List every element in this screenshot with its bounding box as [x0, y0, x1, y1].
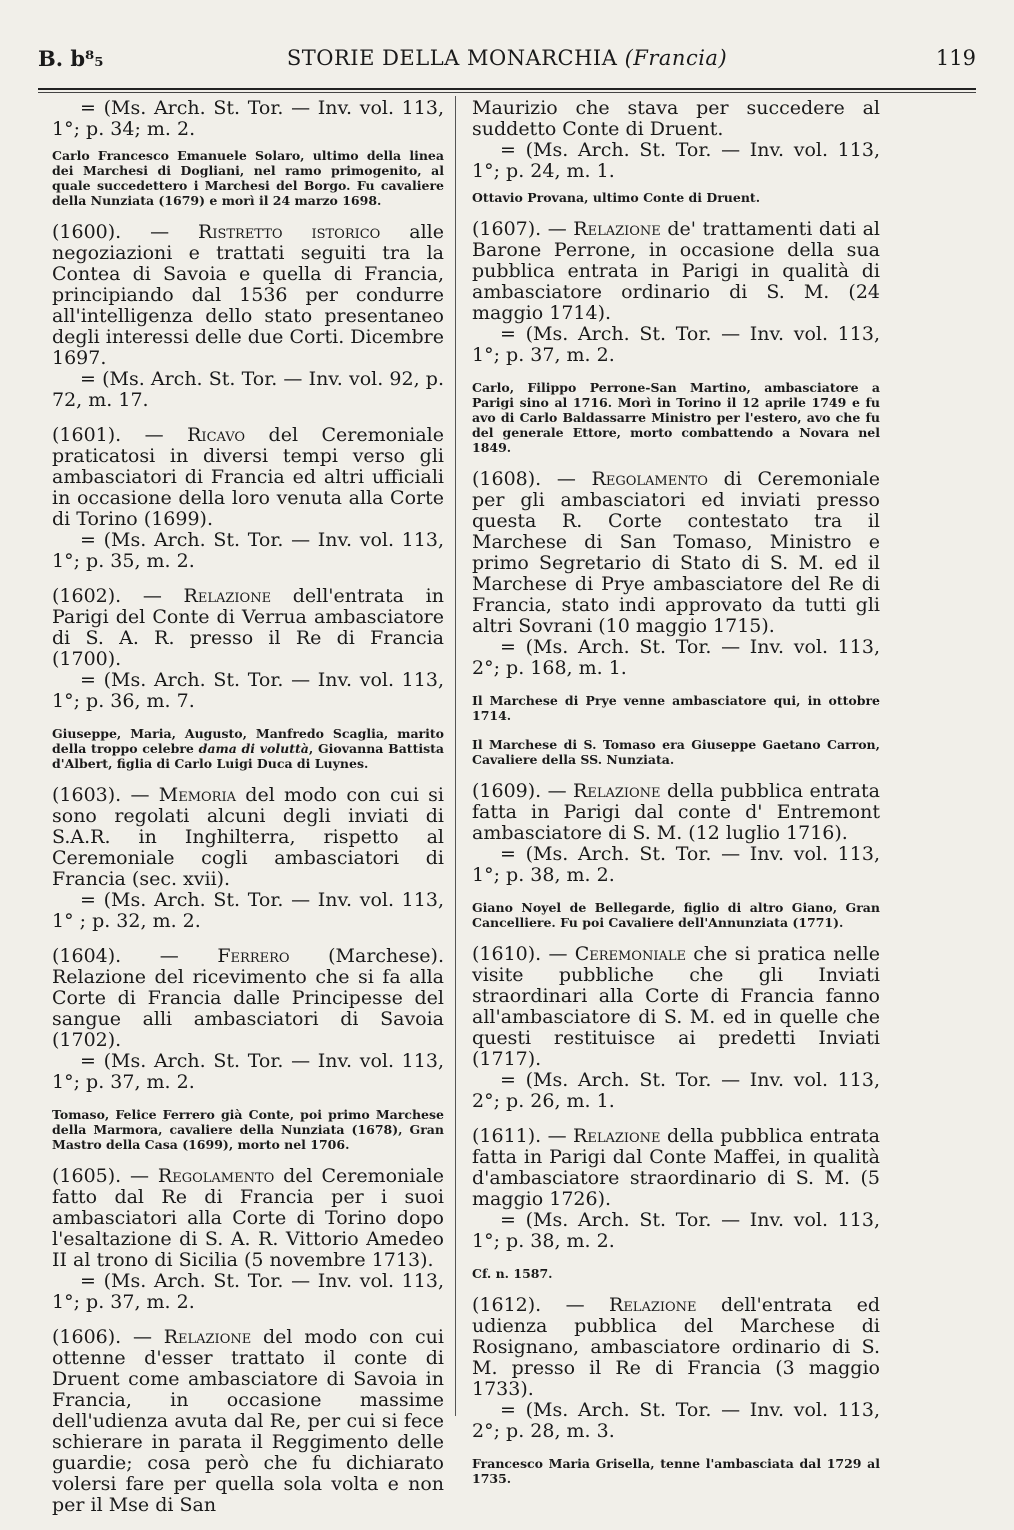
archive-reference: = (Ms. Arch. St. Tor. — Inv. vol. 113, 1° ; p. 32, m. 2. — [52, 889, 444, 932]
header-rule — [38, 88, 976, 90]
note-text: Giuseppe, Maria, Augusto, Manfredo Scaglia, marito della troppo celebre — [52, 726, 444, 756]
archive-reference: = (Ms. Arch. St. Tor. — Inv. vol. 113, 1°; p. 38, m. 2. — [472, 1209, 880, 1252]
entry-text: (1609). — Relazione della pubblica entrata fatta in Parigi dal conte d' Entremont ambasciatore di S. M. (12 luglio 1716). — [472, 780, 880, 844]
archive-reference: = (Ms. Arch. St. Tor. — Inv. vol. 113, 2°; p. 168, m. 1. — [472, 636, 880, 679]
catalog-entry — [52, 222, 444, 411]
entry-keyword: Relazione — [573, 1125, 661, 1147]
running-title-italic: (Francia) — [624, 46, 728, 70]
note-text: Cf. n. 1587. — [472, 1266, 553, 1281]
signature-mark: B. b⁸₅ — [38, 46, 104, 71]
entry-description: della pubblica entrata fatta in Parigi dal Conte Maffei, in qualità d'ambasciatore straordinario di S. M. (5 maggio 1726). — [472, 1125, 880, 1210]
archive-reference: = (Ms. Arch. St. Tor. — Inv. vol. 113, 1°; p. 35, m. 2. — [52, 529, 444, 572]
entry-keyword: Regolamento — [591, 468, 708, 490]
entry-keyword: Ricavo — [187, 424, 246, 446]
entry-keyword: Ristretto istorico — [198, 221, 381, 243]
entry-text: (1604). — Ferrero (Marchese). Relazione del ricevimento che si fa alla Corte di Francia dalle Principesse del sangue alli ambasciatori di Savoia (1702). — [52, 945, 444, 1051]
entry-text: (1607). — Relazione de' trattamenti dati al Barone Perrone, in occasione della sua pubblica entrata in Parigi in qualità di ambasciatore ordinario di S. M. (24 maggio 1714). — [472, 218, 880, 324]
archive-reference: = (Ms. Arch. St. Tor. — Inv. vol. 113, 1°; p. 24, m. 1. — [472, 139, 880, 182]
entry-description: del Ceremoniale fatto dal Re di Francia per i suoi ambasciatori alla Corte di Torino dopo l'esaltazione di S. A. R. Vittorio Amedeo II al trono di Sicilia (5 novembre 1713). — [52, 1165, 444, 1271]
note-text: Francesco Maria Grisella, tenne l'ambasciata dal 1729 al 1735. — [472, 1456, 880, 1486]
entry-keyword: Ceremoniale — [574, 943, 686, 965]
entry-keyword: Relazione — [609, 1294, 697, 1316]
entry-text: (1602). — Relazione dell'entrata in Parigi del Conte di Verrua ambasciatore di S. A. R. presso il Re di Francia (1700). — [52, 585, 444, 670]
entry-number: (1610). — [472, 943, 542, 965]
page-header — [38, 44, 976, 84]
biographical-note — [472, 693, 880, 723]
biographical-note — [52, 148, 444, 208]
archive-reference-block — [52, 98, 444, 140]
entry-number: (1612). — [472, 1294, 542, 1316]
biographical-note — [472, 1266, 880, 1281]
biographical-note — [52, 1107, 444, 1152]
entry-number: (1603). — [52, 784, 122, 806]
entry-number: (1606). — [52, 1326, 122, 1348]
entry-description: dell'entrata in Parigi del Conte di Verrua ambasciatore di S. A. R. presso il Re di Francia (1700). — [52, 585, 444, 670]
catalog-entry — [52, 586, 444, 712]
note-text: Il Marchese di S. Tomaso era Giuseppe Gaetano Carron, Cavaliere della SS. Nunziata. — [472, 737, 880, 767]
entry-text: (1605). — Regolamento del Ceremoniale fatto dal Re di Francia per i suoi ambasciatori alla Corte di Torino dopo l'esaltazione di S. A. R. Vittorio Amedeo II al trono di Sicilia (5 novembre 1713). — [52, 1165, 444, 1271]
catalog-entry — [472, 469, 880, 679]
running-title-text: STORIE DELLA MONARCHIA — [286, 46, 618, 70]
archive-reference: = (Ms. Arch. St. Tor. — Inv. vol. 113, 1°; p. 34; m. 2. — [52, 97, 444, 140]
entry-description: di Ceremoniale per gli ambasciatori ed inviati presso questa R. Corte contestato tra il Marchese di San Tomaso, Ministro e primo Segretario di Stato di S. M. ed il Marchese di Prye ambasciatore del Re di Francia, stato indi approvato da tutti gli altri Sovrani (10 maggio 1715). — [472, 468, 880, 637]
note-text: Ottavio Provana, ultimo Conte di Druent. — [472, 190, 761, 205]
biographical-note — [472, 900, 880, 930]
entry-description: dell'entrata ed udienza pubblica del Marchese di Rosignano, ambasciatore ordinario di S. M. presso il Re di Francia (3 maggio 1733). — [472, 1294, 881, 1400]
continued-text — [472, 98, 880, 140]
entry-number: (1604). — [52, 945, 122, 967]
entry-text: (1601). — Ricavo del Ceremoniale praticatosi in diversi tempi verso gli ambasciatori di Francia ed altri ufficiali in occasione della loro venuta alla Corte di Torino (1699). — [52, 424, 444, 530]
entry-description: del modo con cui ottenne d'esser trattato il conte di Druent come ambasciatore di Savoia in Francia, in occasione massime dell'udienza avuta dal Re, per cui si fece schierare in parata il Reggimento delle guardie; cosa però che fu dichiarato volersi fare per quella sola volta e non per il Mse di San — [52, 1326, 444, 1516]
entry-description: della pubblica entrata fatta in Parigi dal conte d' Entremont ambasciatore di S. M. (12 luglio 1716). — [472, 780, 880, 844]
entry-number: (1605). — [52, 1165, 122, 1187]
entry-keyword: Memoria — [158, 784, 236, 806]
archive-reference: = (Ms. Arch. St. Tor. — Inv. vol. 92, p. 72, m. 17. — [52, 368, 444, 411]
entry-keyword: Relazione — [183, 585, 272, 607]
catalog-entry — [472, 944, 880, 1112]
note-text: Il Marchese di Prye venne ambasciatore qui, in ottobre 1714. — [472, 693, 880, 723]
archive-reference: = (Ms. Arch. St. Tor. — Inv. vol. 113, 2°; p. 26, m. 1. — [472, 1069, 880, 1112]
entry-number: (1608). — [472, 468, 542, 490]
catalog-entry — [52, 785, 444, 932]
header-rule-thin — [38, 92, 976, 93]
note-text: Giano Noyel de Bellegarde, figlio di altro Giano, Gran Cancelliere. Fu poi Cavaliere dell'Annunziata (1771). — [472, 900, 880, 930]
entry-text: (1608). — Regolamento di Ceremoniale per gli ambasciatori ed inviati presso questa R. Corte contestato tra il Marchese di San Tomaso, Ministro e primo Segretario di Stato di S. M. ed il Marchese di Prye ambasciatore del Re di Francia, stato indi approvato da tutti gli altri Sovrani (10 maggio 1715). — [472, 468, 880, 637]
entry-description: del modo con cui si sono regolati alcuni degli inviati di S.A.R. in Inghilterra, rispetto al Ceremoniale cogli ambasciatori di Francia (sec. xvii). — [52, 784, 444, 890]
note-italic: dama di voluttà — [198, 741, 309, 756]
biographical-note — [472, 190, 880, 205]
catalog-entry — [52, 425, 444, 572]
column-divider — [455, 96, 456, 1416]
right-column — [472, 98, 880, 1500]
catalog-entry — [52, 946, 444, 1093]
entry-number: (1607). — [472, 218, 542, 240]
archive-reference: = (Ms. Arch. St. Tor. — Inv. vol. 113, 1°; p. 37, m. 2. — [472, 323, 880, 366]
entry-text: (1600). — Ristretto istorico alle negoziazioni e trattati seguiti tra la Contea di Savoia e quella di Francia, principiando dal 1536 per condurre all'intelligenza dello stato presentaneo degli interessi delle due Corti. Dicembre 1697. — [52, 221, 444, 369]
catalog-entry — [472, 1295, 880, 1442]
note-text: Carlo, Filippo Perrone-San Martino, ambasciatore a Parigi sino al 1716. Morì in Torino il 12 aprile 1749 e fu avo di Carlo Baldassarre Ministro per l'estero, avo che fu del generale Ettore, morto combattendo a Novara nel 1849. — [472, 380, 880, 455]
page-number: 119 — [935, 46, 976, 70]
archive-reference: = (Ms. Arch. St. Tor. — Inv. vol. 113, 2°; p. 28, m. 3. — [472, 1399, 880, 1442]
archive-reference: = (Ms. Arch. St. Tor. — Inv. vol. 113, 1°; p. 36, m. 7. — [52, 669, 444, 712]
catalog-entry — [472, 219, 880, 366]
entry-keyword: Ferrero — [217, 945, 290, 967]
entry-text: (1612). — Relazione dell'entrata ed udienza pubblica del Marchese di Rosignano, ambasciatore ordinario di S. M. presso il Re di Francia (3 maggio 1733). — [472, 1294, 881, 1400]
archive-reference: = (Ms. Arch. St. Tor. — Inv. vol. 113, 1°; p. 37, m. 2. — [52, 1050, 444, 1093]
archive-reference: = (Ms. Arch. St. Tor. — Inv. vol. 113, 1°; p. 38, m. 2. — [472, 843, 880, 886]
entry-keyword: Regolamento — [157, 1165, 275, 1187]
entry-number: (1600). — [52, 221, 122, 243]
entry-text: (1611). — Relazione della pubblica entrata fatta in Parigi dal Conte Maffei, in qualità d'ambasciatore straordinario di S. M. (5 maggio 1726). — [472, 1125, 880, 1210]
entry-number: (1611). — [472, 1125, 542, 1147]
note-text: Carlo Francesco Emanuele Solaro, ultimo della linea dei Marchesi di Dogliani, nel ramo primogenito, al quale succedettero i Marchesi del Borgo. Fu cavaliere della Nunziata (1679) e morì il 24 marzo 1698. — [52, 148, 444, 208]
entry-description: (Marchese). Relazione del ricevimento che si fa alla Corte di Francia dalle Principesse del sangue alli ambasciatori di Savoia (1702). — [52, 945, 444, 1051]
running-title — [38, 46, 976, 70]
entry-text: (1603). — Memoria del modo con cui si sono regolati alcuni degli inviati di S.A.R. in Inghilterra, rispetto al Ceremoniale cogli ambasciatori di Francia (sec. xvii). — [52, 784, 444, 890]
biographical-note — [472, 380, 880, 455]
entry-keyword: Relazione — [573, 780, 661, 802]
catalog-entry — [472, 1126, 880, 1252]
note-text: Tomaso, Felice Ferrero già Conte, poi primo Marchese della Marmora, cavaliere della Nunziata (1678), Gran Mastro della Casa (1699), morto nel 1706. — [52, 1107, 444, 1152]
left-column — [52, 98, 444, 1530]
archive-reference: = (Ms. Arch. St. Tor. — Inv. vol. 113, 1°; p. 37, m. 2. — [52, 1270, 444, 1313]
catalog-entry — [52, 1327, 444, 1516]
entry-number: (1601). — [52, 424, 122, 446]
entry-description: de' trattamenti dati al Barone Perrone, in occasione della sua pubblica entrata in Parigi in qualità di ambasciatore ordinario di S. M. (24 maggio 1714). — [472, 218, 880, 324]
biographical-note — [472, 1456, 880, 1486]
entry-description: che si pratica nelle visite pubbliche che gli Inviati straordinari alla Corte di Francia fanno all'ambasciatore di S. M. ed in quelle che questi restituisce ai predetti Inviati (1717). — [472, 943, 880, 1070]
entry-description: alle negoziazioni e trattati seguiti tra la Contea di Savoia e quella di Francia, principiando dal 1536 per condurre all'intelligenza dello stato presentaneo degli interessi delle due Corti. Dicembre 1697. — [52, 221, 444, 369]
catalog-entry — [472, 781, 880, 886]
entry-description: del Ceremoniale praticatosi in diversi tempi verso gli ambasciatori di Francia ed altri ufficiali in occasione della loro venuta alla Corte di Torino (1699). — [52, 424, 444, 530]
entry-number: (1609). — [472, 780, 542, 802]
catalog-entry — [52, 1166, 444, 1313]
entry-number: (1602). — [52, 585, 122, 607]
entry-continuation: Maurizio che stava per succedere al suddetto Conte di Druent. — [472, 97, 880, 140]
note-text-after: , Giovanna Battista d'Albert, figlia di Carlo Luigi Duca di Luynes. — [52, 741, 445, 771]
biographical-note — [52, 726, 444, 771]
entry-keyword: Relazione — [573, 218, 661, 240]
archive-reference-block — [472, 140, 880, 182]
entry-text: (1606). — Relazione del modo con cui ottenne d'esser trattato il conte di Druent come ambasciatore di Savoia in Francia, in occasione massime dell'udienza avuta dal Re, per cui si fece schierare in parata il Reggimento delle guardie; cosa però che fu dichiarato volersi fare per quella sola volta e non per il Mse di San — [52, 1326, 444, 1516]
biographical-note — [472, 737, 880, 767]
entry-keyword: Relazione — [163, 1326, 252, 1348]
entry-text: (1610). — Ceremoniale che si pratica nelle visite pubbliche che gli Inviati straordinari alla Corte di Francia fanno all'ambasciatore di S. M. ed in quelle che questi restituisce ai predetti Inviati (1717). — [472, 943, 880, 1070]
